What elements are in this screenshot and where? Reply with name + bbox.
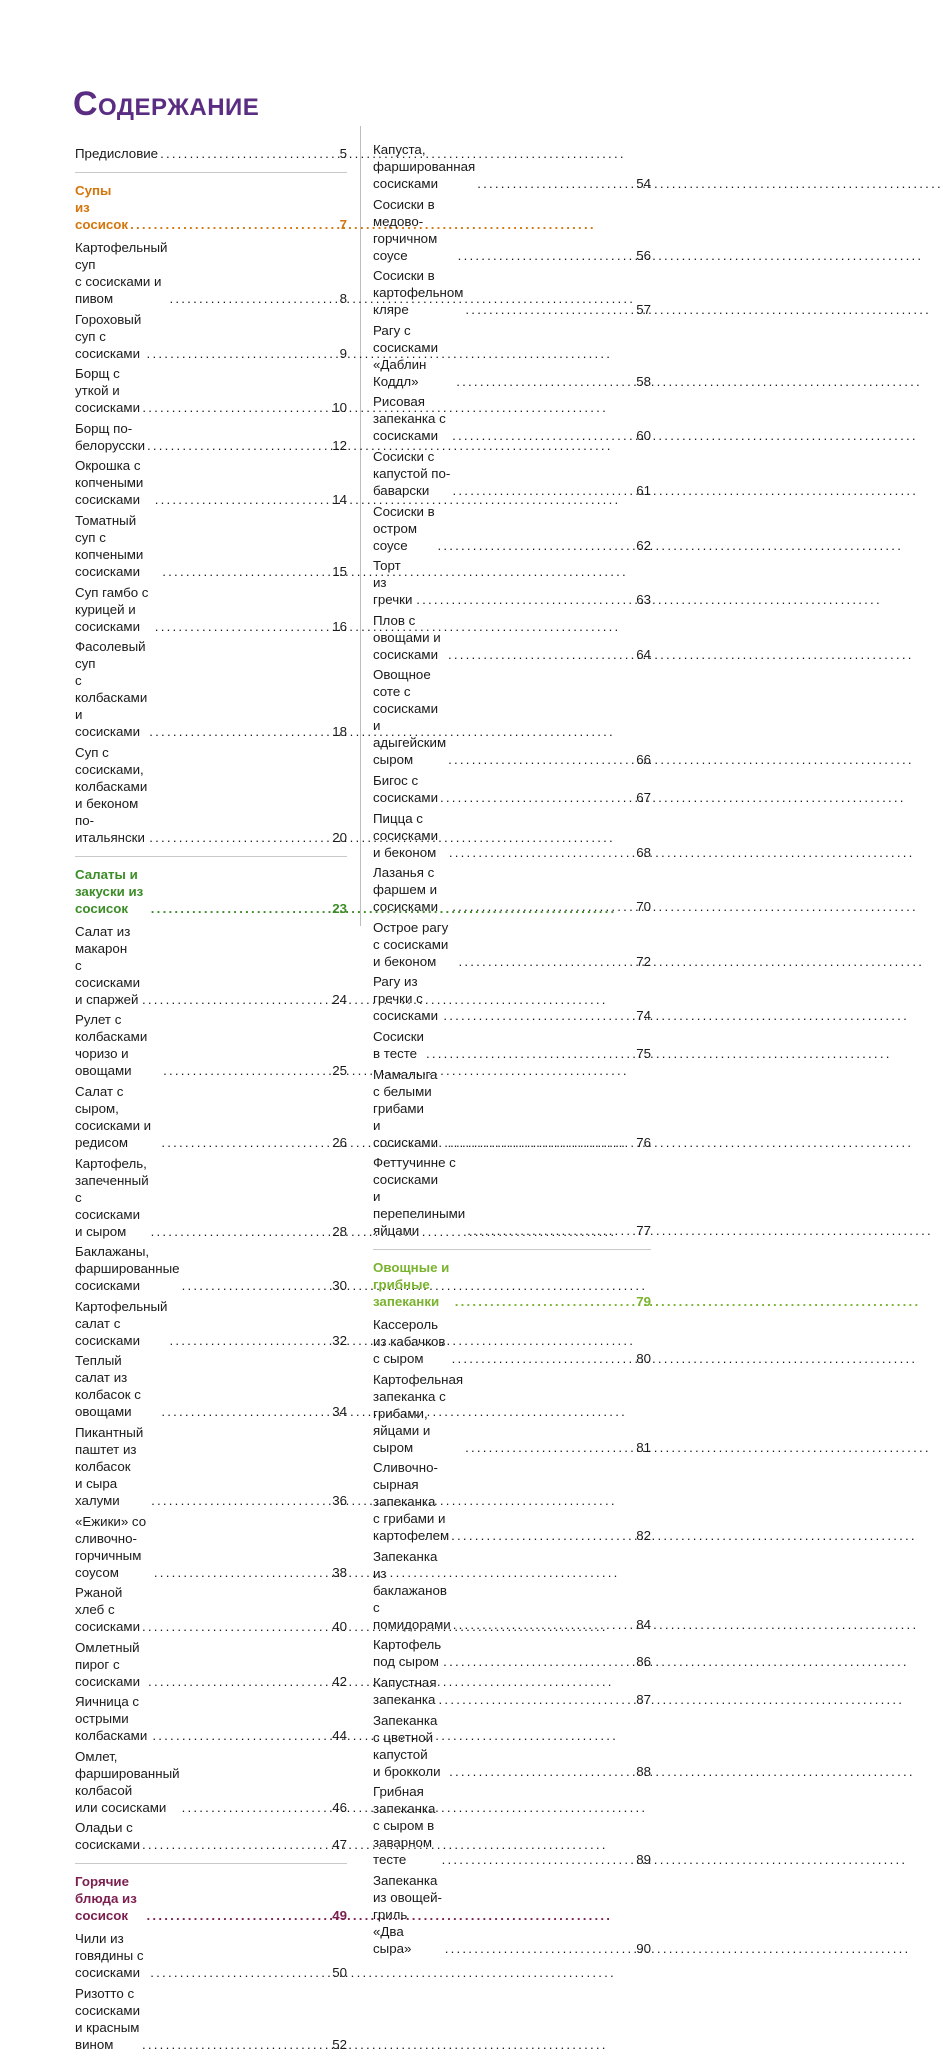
toc-entry-page: 42 [332,1673,347,1689]
toc-entry-page: 67 [636,789,651,805]
toc-entry[interactable] [373,557,651,608]
toc-entry-page: 75 [636,1045,651,1061]
toc-entry-page: 44 [332,1728,347,1744]
toc-entry-page: 16 [332,618,347,634]
toc-entry-title: Сосиски в картофельном кляре [373,268,464,318]
toc-entry[interactable] [373,666,651,768]
toc-entry-page: 80 [636,1351,651,1367]
leader-dots [148,1673,330,1690]
toc-entry-page: 89 [636,1852,651,1868]
toc-entry-page: 54 [636,176,651,191]
section-title: Салаты и закуски из сосисок [75,866,144,916]
toc-entry-page: 70 [636,899,651,915]
toc-entry-title: Теплый салат из колбасок с овощами [75,1353,141,1420]
toc-entry-title: Суп с сосисками, колбасками и беконом по-итальянски [75,744,148,845]
toc-entry[interactable] [75,1352,347,1420]
toc-entry-page: 58 [636,373,651,389]
toc-entry-title: Ржаной хлеб с сосисками [75,1585,140,1635]
toc-entry[interactable] [75,638,347,740]
toc-entry[interactable] [373,1066,651,1151]
toc-entry[interactable] [373,1674,651,1708]
toc-entry-page: 87 [636,1692,651,1708]
toc-entry-title: Яичница с острыми колбасками [75,1694,148,1744]
leader-dots [443,1007,634,1024]
toc-left-list [75,172,347,2053]
leader-dots [151,900,330,917]
leader-dots [449,1763,634,1780]
toc-entry-page: 81 [636,1439,651,1455]
toc-entry-page: 14 [332,492,347,508]
toc-entry-title: Фасолевый суп с колбасками и сосисками [75,639,148,740]
toc-entry-title: Оладьи с сосисками [75,1820,140,1853]
leader-dots [142,399,330,416]
leader-dots [458,953,634,970]
leader-dots [452,898,634,915]
toc-entry-page: 56 [636,247,651,263]
toc-entry-title: Мамалыга с белыми грибами и сосисками [373,1066,438,1150]
leader-dots [160,145,338,162]
toc-entry-title: Картофельная запеканка с грибами, яйцами и сыром [373,1371,464,1455]
toc-entry[interactable] [75,1083,347,1151]
toc-entry[interactable] [373,772,651,806]
toc-entry[interactable] [75,744,347,846]
toc-entry-page: 66 [636,752,651,768]
toc-entry[interactable] [75,1985,347,2053]
leader-dots [442,1851,635,1868]
toc-entry-title: Рисовая запеканка с сосисками [373,394,446,444]
section-title: Горячие блюда из сосисок [75,1874,137,1924]
toc-entry-page: 50 [332,1965,347,1981]
toc-entry-page: 24 [332,991,347,1007]
leader-dots [439,1691,635,1708]
toc-entry-intro[interactable] [75,145,347,162]
toc-entry[interactable] [75,1513,347,1581]
toc-entry[interactable] [373,322,651,390]
toc-entry-page: 40 [332,1619,347,1635]
toc-entry-title: Кассероль из кабачков с сыром [373,1317,446,1367]
toc-entry-title: Пицца с сосисками и беконом [373,810,438,860]
leader-dots [150,1964,330,1981]
toc-entry[interactable] [373,393,651,444]
toc-entry[interactable] [373,267,651,318]
toc-entry[interactable] [373,1459,651,1544]
toc-entry[interactable] [75,1639,347,1690]
toc-entry[interactable] [373,973,651,1024]
leader-dots [449,844,634,861]
toc-entry-title: Овощное соте с сосисками и адыгейским сыром [373,667,447,768]
column-divider [360,126,361,926]
toc-entry[interactable] [75,584,347,635]
toc-entry-title: Феттучинне с сосисками и перепелиными яйцами [373,1155,466,1239]
toc-entry[interactable] [75,1693,347,1744]
leader-dots [155,491,330,508]
toc-entry-title: Запеканка из овощей-гриль «Два сыра» [373,1872,442,1956]
toc-section-header[interactable] [75,856,347,917]
toc-entry[interactable] [75,1298,347,1349]
toc-entry-page: 72 [636,953,651,969]
toc-entry-page: 61 [636,482,651,498]
leader-dots [437,537,634,554]
leader-dots [465,301,634,318]
toc-entry-page: 86 [636,1654,651,1670]
leader-dots [154,1564,330,1581]
toc-entry[interactable] [75,1424,347,1509]
toc-entry-page: 46 [332,1799,347,1815]
toc-entry[interactable] [373,503,651,554]
toc-entry-page: 52 [332,2037,347,2053]
toc-entry-page: 62 [636,537,651,553]
section-title: Овощные и грибные запеканки [373,1260,450,1310]
toc-entry-title: Сосиски с капустой по-баварски [373,448,451,498]
toc-entry[interactable] [373,1783,651,1868]
toc-entry[interactable] [373,919,651,970]
leader-dots [456,373,634,390]
toc-entry[interactable] [75,1011,347,1079]
leader-dots [182,1799,331,1816]
toc-entry-page: 74 [636,1008,651,1024]
toc-entry[interactable] [75,1930,347,1981]
leader-dots [452,1350,635,1367]
toc-entry-title: Сливочно-сырная запеканка с грибами и картофелем [373,1460,450,1544]
leader-dots [448,751,634,768]
leader-dots [426,1045,634,1062]
leader-dots [147,345,338,362]
toc-entry-title: Предисловие [75,146,159,161]
toc-entry-page: 76 [636,1134,651,1150]
toc-entry-title: Картофельный суп с сосисками и пивом [75,240,168,306]
toc-entry-title: Борщ по-белорусски [75,420,146,453]
toc-entry-title: Рагу из гречки с сосисками [373,974,438,1024]
toc-section-header[interactable] [75,172,347,233]
toc-entry-page: 15 [332,563,347,579]
toc-entry[interactable] [373,1636,651,1670]
leader-dots [155,618,330,635]
leader-dots [151,1492,330,1509]
toc-entry-page: 28 [332,1223,347,1239]
toc-entry-page: 36 [332,1492,347,1508]
section-page: 49 [332,1908,347,1924]
toc-entry[interactable] [373,864,651,915]
toc-entry[interactable] [373,196,651,264]
toc-entry-title: Омлет, фаршированный колбасой или сосисками [75,1748,180,1815]
toc-entry-title: Чили из говядины с сосисками [75,1931,144,1981]
toc-left-column [75,141,347,2057]
section-title: Супы из сосисок [75,183,129,232]
toc-entry-page: 12 [332,437,347,453]
toc-entry-title: Ризотто с сосисками и красным вином [75,1986,140,2053]
toc-entry-title: Рулет с колбасками чоризо и овощами [75,1012,148,1079]
toc-entry-title: «Ежики» со сливочно-горчичным соусом [75,1513,147,1580]
toc-entry[interactable] [373,810,651,861]
leader-dots [416,591,634,608]
toc-entry-page: 26 [332,1134,347,1150]
toc-entry-page: 68 [636,844,651,860]
toc-entry[interactable] [75,1584,347,1635]
toc-entry-page: 18 [332,724,347,740]
leader-dots [130,216,338,233]
toc-entry[interactable] [75,457,347,508]
leader-dots [151,1223,331,1240]
leader-dots [142,1836,330,1853]
toc-entry-title: Гороховый суп с сосисками [75,311,142,361]
leader-dots [451,1527,634,1544]
leader-dots [170,1332,331,1349]
leader-dots [142,991,330,1008]
toc-entry[interactable] [373,1548,651,1633]
toc-entry[interactable] [75,1155,347,1240]
leader-dots [149,723,330,740]
toc-entry-title: Картофельный салат с сосисками [75,1298,168,1348]
toc-entry-title: Картофель под сыром [373,1637,442,1670]
leader-dots [142,1618,330,1635]
page-title: Содержание [73,85,260,123]
toc-entry[interactable] [373,141,651,192]
toc-entry-title: Торт из гречки [373,558,413,608]
toc-entry-title: Пикантный паштет из колбасок и сыра халуми [75,1424,144,1508]
toc-entry-title: Капустная запеканка [373,1675,437,1708]
leader-dots [147,437,330,454]
toc-entry-title: Картофель, запеченный с сосисками и сыром [75,1155,149,1239]
toc-entry-page: 20 [332,829,347,845]
leader-dots [152,1727,330,1744]
toc-entry-title: Бигос с сосисками [373,772,438,805]
toc-entry-title: Сосиски в медово-горчичном соусе [373,196,438,263]
leader-dots [142,2036,330,2053]
toc-entry[interactable] [75,420,347,454]
toc-entry-title: Борщ с уткой и сосисками [75,366,140,416]
toc-entry[interactable] [75,365,347,416]
leader-dots [458,247,635,264]
toc-entry-title: Грибная запеканка с сыром в заварном тесте [373,1784,436,1868]
toc-entry[interactable] [75,923,347,1008]
leader-dots [161,1134,330,1151]
section-page: 79 [636,1294,651,1310]
toc-entry[interactable] [373,1712,651,1780]
toc-entry-page: 9 [339,345,347,361]
toc-entry-title: Суп гамбо с курицей и сосисками [75,584,149,634]
toc-entry-page: 60 [636,428,651,444]
toc-entry[interactable] [373,1872,651,1957]
leader-dots [453,482,635,499]
toc-entry[interactable] [75,239,347,307]
section-page: 23 [332,900,347,916]
leader-dots [163,1062,330,1079]
toc-right-list [373,141,651,1957]
leader-dots [161,1403,330,1420]
toc-entry-page: 30 [332,1278,347,1294]
toc-section-header[interactable] [75,1863,347,1924]
toc-entry-title: Запеканка с цветной капустой и брокколи [373,1712,441,1779]
leader-dots [170,290,338,307]
toc-entry[interactable] [373,1371,651,1456]
toc-entry[interactable] [373,612,651,663]
leader-dots [477,175,634,192]
toc-section-header[interactable] [373,1249,651,1310]
toc-entry-page: 82 [636,1528,651,1544]
leader-dots [445,1940,634,1957]
toc-entry[interactable] [75,1243,347,1294]
toc-entry-title: Салат из макарон с сосисками и спаржей [75,923,140,1007]
toc-entry-page: 90 [636,1940,651,1956]
toc-right-column [373,141,651,1960]
leader-dots [452,427,634,444]
toc-entry-page: 34 [332,1404,347,1420]
leader-dots [182,1277,331,1294]
leader-dots [149,829,330,846]
toc-entry-title: Рагу с сосисками «Даблин Коддл» [373,322,438,389]
toc-entry-title: Запеканка из баклажанов с помидорами [373,1548,451,1632]
leader-dots [162,563,330,580]
leader-dots [455,1293,635,1310]
toc-entry[interactable] [373,1154,651,1239]
toc-entry[interactable] [75,1819,347,1853]
toc-entry[interactable] [373,1028,651,1062]
toc-entry[interactable] [373,448,651,499]
leader-dots [443,1653,634,1670]
toc-entry-page: 84 [636,1616,651,1632]
leader-dots [465,1439,634,1456]
toc-entry[interactable] [373,1316,651,1367]
toc-entry-title: Салат с сыром, сосисками и редисом [75,1083,152,1150]
toc-entry-page: 8 [339,291,347,306]
toc-entry[interactable] [75,311,347,362]
leader-dots [147,1907,331,1924]
leader-dots [448,1134,635,1151]
leader-dots [440,789,634,806]
toc-entry-page: 25 [332,1063,347,1079]
toc-entry-title: Баклажаны, фаршированные сосисками [75,1244,180,1294]
leader-dots [467,1222,634,1239]
toc-entry-title: Плов с овощами и сосисками [373,612,441,662]
toc-entry-page: 38 [332,1564,347,1580]
toc-entry-title: Лазанья с фаршем и сосисками [373,865,438,915]
toc-entry-title: Сосиски в тесте [373,1028,424,1061]
toc-entry-page: 57 [636,302,651,318]
toc-entry-page: 32 [332,1332,347,1348]
toc-entry-page: 64 [636,646,651,662]
leader-dots [448,646,634,663]
toc-entry-page: 77 [636,1223,651,1239]
toc-entry[interactable] [75,512,347,580]
toc-entry-title: Капуста, фаршированная сосисками [373,142,476,191]
toc-entry-page: 5 [339,146,347,161]
section-page: 7 [339,217,347,232]
toc-entry-title: Острое рагу с сосисками и беконом [373,919,449,969]
toc-entry[interactable] [75,1748,347,1816]
toc-entry-page: 10 [332,400,347,416]
leader-dots [453,1616,635,1633]
toc-entry-page: 47 [332,1837,347,1853]
toc-entry-title: Омлетный пирог с сосисками [75,1639,140,1689]
toc-entry-page: 63 [636,592,651,608]
toc-entry-title: Сосиски в остром соусе [373,503,435,553]
toc-entry-page: 88 [636,1763,651,1779]
toc-entry-title: Окрошка с копчеными сосисками [75,458,144,508]
toc-entry-title: Томатный суп с копчеными сосисками [75,512,144,579]
